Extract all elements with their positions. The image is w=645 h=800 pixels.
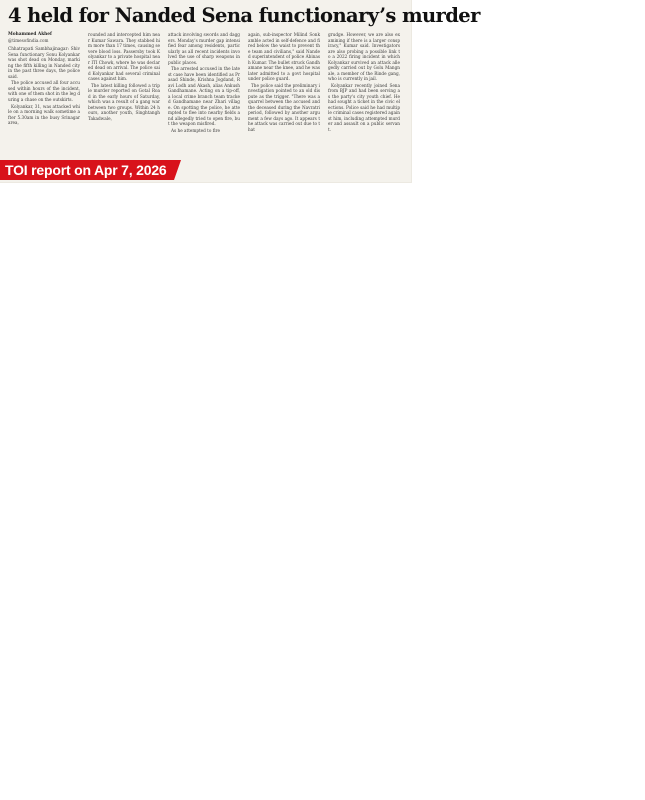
- paragraph: attack involving swords and daggers. Monday's murder gap intensified fear among residents, particularly as all recent incidents involved the use of sharp weapons in public places.: [168, 32, 240, 65]
- paragraph: As he attempted to fire: [171, 127, 220, 133]
- article-column-2: [88, 32, 160, 164]
- paragraph: The arrested accused in the latest case have been identified as Prasad Shinde, Krishna Jogdand, Ravi Lodh and Akash, alias Ankush Gandhamane. Acting on a tip-off, a local crime branch team tracked Gandhamane near Zhari village. On spotting the police, he attempted to flee into nearby fields and allegedly tried to open fire, but the weapon misfired.: [168, 66, 240, 127]
- article-column-4: [248, 32, 320, 178]
- article-headline: 4 held for Nanded Sena functionary’s murder: [8, 4, 480, 27]
- article-column-1: [8, 32, 80, 148]
- byline: Mohammed Akhef: [8, 32, 52, 37]
- paragraph: The police accused all four accused within hours of the incident, with one of them shot in the leg during a chase on the outskirts.: [8, 80, 80, 102]
- source-date-banner: TOI report on Apr 7, 2026: [0, 160, 174, 180]
- paragraph: The latest killing followed a triple murder reported on Gotal Road in the early hours of Saturday, which was a result of a gang war between two groups. Within 24 hours, another youth, Singhtangh Takadwale,: [88, 82, 160, 121]
- byline-email: @timesofindia.com: [8, 37, 49, 43]
- banner-tip: [174, 160, 181, 180]
- paragraph: The police said the preliminary investigation pointed to an old dispute as the trigger. "There was a quarrel between the accused and the deceased during the Navratri period, followed by another argument a few days ago. It appears the attack was carried out due to that: [248, 82, 320, 132]
- article-column-5: [328, 32, 400, 178]
- paragraph: Kolyankar recently joined Sena from BJP and had been serving as the party's city youth chief. He had sought a ticket in the civic elections. Police said he had multiple criminal cases registered against him, including attempted murder and assault on a public servant.: [328, 82, 400, 132]
- paragraph: again, sub-inspector Milind Sonkamble acted in self-defence and fired below the waist to prevent the team and civilians," said Nanded superintendent of police Abinash Kumar. The bullet struck Gandhamane near the knee, and he was later admitted to a govt hospital under police guard.: [248, 32, 320, 81]
- article-column-3: [168, 32, 240, 178]
- paragraph: Kolyankar, 31, was attacked while on a morning walk sometime after 5.30am in the busy Srinagar area,: [8, 103, 80, 126]
- paragraph: Chhatrapati Sambhajinagar: Shiv Sena functionary Sonu Kolyankar was shot dead on Monday, marking the fifth killing in Nanded city in the past three days, the police said.: [8, 46, 80, 79]
- paragraph: grudge. However, we are also examining if there is a larger conspiracy," Kumar said. Investigators are also probing a possible link to a 2022 firing incident in which Kolyankar survived an attack allegedly carried out by Golu Mangnale, a member of the Rinde gang, who is currently in jail.: [328, 32, 400, 81]
- newspaper-clipping: [0, 0, 480, 182]
- paragraph: rounded and intercepted him near Kumar Sawara. They stabbed him more than 17 times, causing severe blood loss. Passersby took Kolyankar to a private hospital near ITI Chowk, where he was declared dead on arrival. The police said Kolyankar had several criminal cases against him.: [88, 32, 160, 81]
